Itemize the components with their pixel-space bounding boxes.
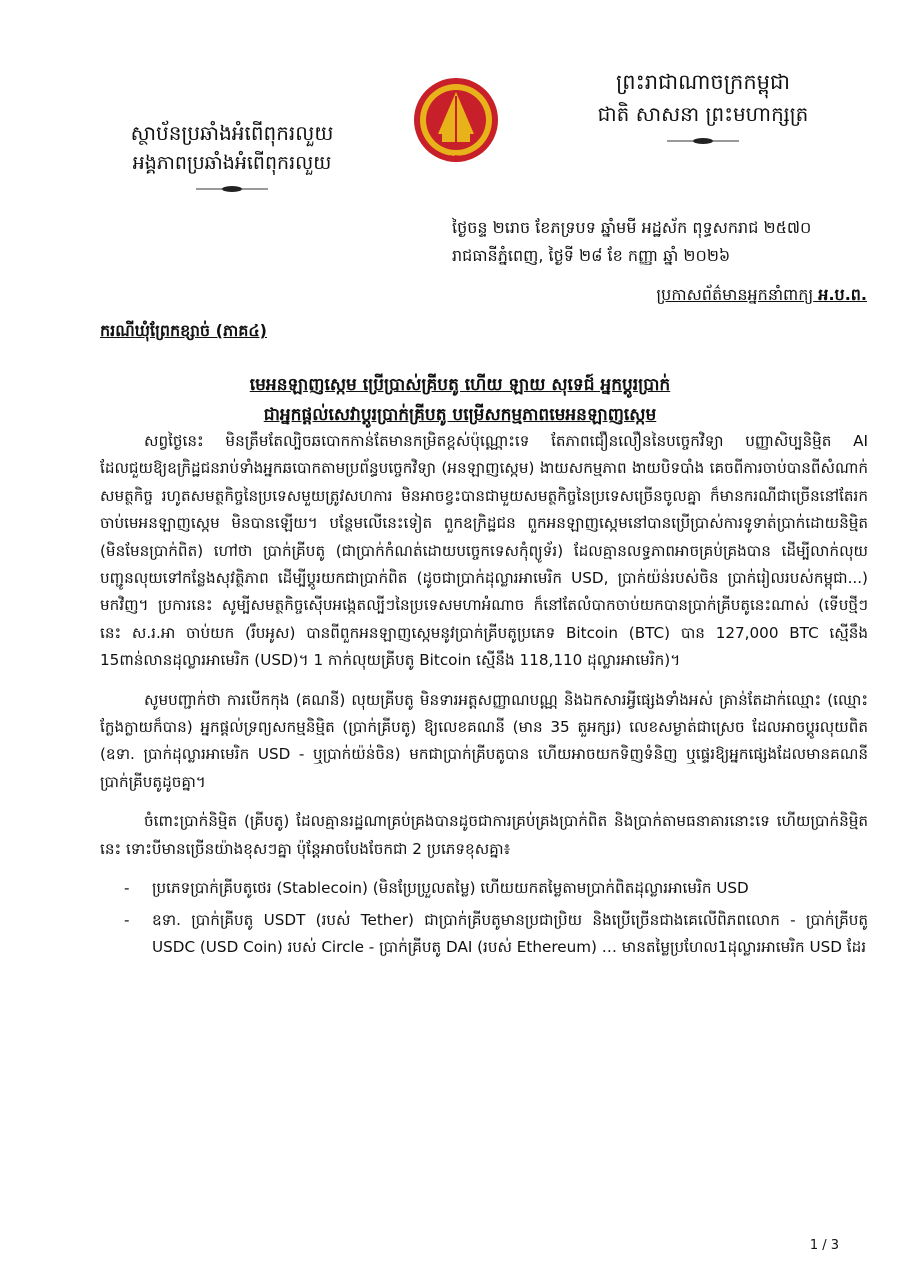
ornament-divider-icon: [192, 184, 272, 194]
bullet-marker: -: [124, 879, 130, 898]
left-header: [92, 118, 372, 194]
bullet-list: [100, 875, 868, 961]
list-item: [100, 907, 868, 962]
kingdom-name: ព្រះរាជាណាចក្រកម្ពុជា: [615, 70, 790, 94]
ornament-divider-icon: [663, 136, 743, 146]
unit-name: អង្គភាពប្រឆាំងអំពើពុករលួយ: [132, 152, 332, 174]
title-line-1: មេអនឡាញស្កេម ប្រើប្រាស់គ្រីបតូ ហើយ ឡាយ សុទេជ៍ អ្នកប្តូរប្រាក់: [249, 375, 671, 395]
list-item-text: ប្រភេទប្រាក់គ្រីបតូថេរ (Stablecoin) (មិនប្រែប្រួលតម្លៃ) ហើយយកតម្លៃតាមប្រាក់ពិតដុល្លារអាមេរិក USD: [152, 879, 749, 898]
national-motto: ជាតិ សាសនា ព្រះមហាក្សត្រ: [597, 102, 809, 126]
page-number: 1 / 3: [809, 1238, 839, 1253]
solar-date: រាជធានីភ្នំពេញ, ថ្ងៃទី ២៨ ខែ កញ្ញា ឆ្នាំ ២០២៦: [452, 246, 731, 265]
document-body: [100, 428, 868, 965]
paragraph: ចំពោះប្រាក់និម្មិត (គ្រីបតូ) ដែលគ្មានរដ្ឋណាគ្រប់គ្រងបានដូចជាការគ្រប់គ្រងប្រាក់ពិត និងប្រាក់តាមធនាគារនោះទេ ហើយប្រាក់និម្មិតនេះ ទោះបីមានច្រើនយ៉ាងខុសៗគ្នា ប៉ុន្តែអាចបែងចែកជា 2 ប្រភេទខុសគ្នា៖: [100, 812, 868, 858]
seal-text: ACU: [448, 154, 464, 162]
document-title: [100, 370, 820, 430]
paragraph: សព្វថ្ងៃនេះ មិនត្រឹមតែល្បិចឆបោកកាន់តែមានកម្រិតខ្ពស់ប៉ុណ្ណោះទេ តែភាពជឿនលឿននៃបច្ចេកវិទ្យា បញ្ញាសិប្បនិម្មិត AI ដែលជួយឱ្យឧក្រិដ្ឋជនរាប់ទាំងអ្នកឆបោកតាមប្រព័ន្ធបច្ចេកវិទ្យា (អនឡាញស្កេម) ងាយសកម្មភាព ងាយបិទបាំង គេចពីការចាប់បានពីសំណាក់សមត្ថកិច្ច រហូតសមត្ថកិច្ចនៃប្រទេសមួយត្រូវសហការ មិនអាចខ្វះបានជាមួយសមត្ថកិច្ចនៃប្រទេសច្រើនចូលគ្នា ក៏មានករណីជាច្រើននៅតែរកចាប់មេអនឡាញស្កេម មិនបានឡើយ។ បន្ថែមលើនេះទៀត ពួកឧក្រិដ្ឋជន ពួកអនឡាញស្កេមនៅបានប្រើប្រាស់ការទូទាត់ប្រាក់ដោយនិម្មិត (មិនមែនប្រាក់ពិត) ហៅថា ប្រាក់គ្រីបតូ (ជាប្រាក់កំណត់ដោយបច្ចេកទេសកុំព្យូទ័រ) ដែលគ្មានលទ្ធភាពអាចគ្រប់គ្រងបាន ដើម្បីលាក់លុយ បញ្ជូនលុយទៅកន្លែងសុវត្ថិភាព ដើម្បីប្តូរយកជាប្រាក់ពិត (ដូចជាប្រាក់ដុល្លារអាមេរិក USD, ប្រាក់យ៉ន់របស់ចិន ប្រាក់រៀលរបស់កម្ពុជា...) មកវិញ។ ប្រការនេះ សូម្បីសមត្ថកិច្ចស៊ើបអង្កេតល្បីៗនៃប្រទេសមហាអំណាច ក៏នៅតែលំបាកចាប់យកបានប្រាក់គ្រីបតូនេះណាស់ (ទើបថ្មីៗនេះ ស.រ.អា ចាប់យក (រឹបអូស) បានពីពួកអនឡាញស្កេមនូវប្រាក់គ្រីបតូប្រភេទ Bitcoin (BTC) បាន 127,000 BTC ស្មើនឹង 15ពាន់លានដុល្លារអាមេរិក (USD)។ 1 កាក់លុយគ្រីបតូ Bitcoin ស្មើនឹង 118,110 ដុល្លារអាមេរិក)។: [100, 432, 868, 670]
paragraph: សូមបញ្ជាក់ថា ការបើកកុង (គណនី) លុយគ្រីបតូ មិនទារអត្តសញ្ញាណបណ្ណ និងឯកសារអ្វីផ្សេងទាំងអស់ គ្រាន់តែដាក់ឈ្មោះ (ឈ្មោះក្លែងក្លាយក៏បាន) អ្នកផ្តល់ទ្រព្យសកម្មនិម្មិត (ប្រាក់គ្រីបតូ) ឱ្យលេខគណនី (មាន 35 តួអក្សរ) លេខសម្ងាត់ជាស្រេច ដែលអាចប្តូរលុយពិត (ឧទា. ប្រាក់ដុល្លារអាមេរិក USD - ឬប្រាក់យ៉ន់ចិន) មកជាប្រាក់គ្រីបតូបាន ហើយអាចយកទិញទំនិញ ឬផ្ទេរឱ្យអ្នកផ្សេងដែលមានគណនីប្រាក់គ្រីបតូដូចគ្នា។: [100, 690, 868, 791]
date-block: [452, 214, 882, 270]
acu-seal-icon: [412, 62, 500, 182]
lunar-date: ថ្ងៃចន្ទ ២រោច ខែភទ្របទ ឆ្នាំមមី អដ្ឋស័ក ពុទ្ធសករាជ ២៥៧០: [452, 218, 812, 237]
bullet-marker: -: [124, 910, 130, 929]
case-label: ករណីឃុំព្រែកខ្សាច់ (ភាគ៤): [100, 321, 267, 340]
title-line-2: ជាអ្នកផ្តល់សេវាប្តូរប្រាក់គ្រីបតូ បម្រើសកម្មភាពមេអនឡាញស្កេម: [263, 405, 657, 425]
press-label-text: ប្រកាសព័ត៌មានអ្នកនាំពាក្យ: [656, 285, 814, 304]
press-code: អ.ប.ព.: [818, 285, 867, 304]
right-header: [568, 66, 838, 146]
press-release-label: [656, 284, 867, 308]
list-item: [100, 875, 868, 902]
list-item-text: ឧទា. ប្រាក់គ្រីបតូ USDT (របស់ Tether) ជាប្រាក់គ្រីបតូមានប្រជាប្រិយ និងប្រើច្រើនជាងគេលើពិភពលោក - ប្រាក់គ្រីបតូ USDC (USD Coin) របស់ Circle - ប្រាក់គ្រីបតូ DAI (របស់ Ethereum) … មានតម្លៃប្រហែល1ដុល្លារអាមេរិក USD ដែរ: [152, 910, 868, 956]
institution-name: ស្ថាប័នប្រឆាំងអំពើពុករលួយ: [130, 121, 334, 145]
